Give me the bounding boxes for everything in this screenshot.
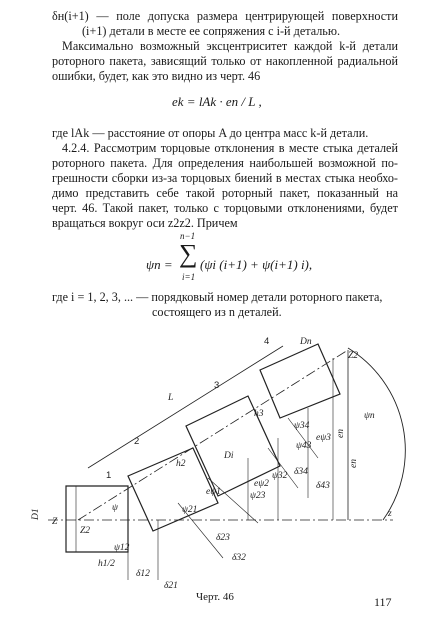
label-z: z	[388, 509, 392, 519]
text-line-9: грешности сборки из-за торцовых биений в местах стыка необхо-	[52, 171, 398, 185]
text-line-13: где i = 1, 2, 3, ... — порядковый номер детали роторного пакета,	[52, 290, 383, 304]
label-psi-n: ψn	[364, 411, 375, 421]
part-1-label: 1	[106, 470, 112, 481]
figure-caption: Черт. 46	[196, 591, 234, 603]
label-z2: Z2	[348, 351, 359, 361]
label-psi34: ψ34	[294, 421, 310, 431]
label-delta34: δ34	[294, 467, 308, 477]
label-h3: h3	[254, 409, 264, 419]
formula-sum-sign: ∑	[179, 239, 198, 268]
formula-psi-rhs: (ψi (i+1) + ψ(i+1) i),	[200, 257, 313, 272]
text-line-14: состоящего из n деталей.	[152, 305, 282, 319]
formula-sum-bottom: i=1	[182, 272, 196, 282]
label-D1: D1	[31, 508, 41, 520]
text-line-7: 4.2.4. Рассмотрим торцовые отклонения в месте стыка деталей	[62, 141, 398, 155]
label-psi: ψ	[112, 503, 118, 513]
label-psi32: ψ32	[272, 471, 288, 481]
text-line-5: ошибки, будет, как это видно из черт. 46	[52, 69, 261, 83]
text-line-8: роторного пакета. Для определения наибольшей возможной по-	[52, 156, 398, 170]
text-line-11: черт. 46. Такой пакет, только с торцовыми отклонениями, будет	[52, 201, 398, 215]
formula-eccentricity: ek = lAk · en / L ,	[172, 94, 262, 109]
label-e-psi2: eψ2	[254, 479, 269, 489]
label-psi12: ψ12	[114, 543, 130, 553]
page-number: 117	[374, 595, 392, 609]
label-z2-left: Z2	[80, 526, 91, 536]
label-psi43: ψ43	[296, 441, 312, 451]
text-line-12: вращаться вокруг оси z2z2. Причем	[52, 216, 238, 230]
text-line-3: Максимально возможный эксцентриситет каждой k-й детали	[62, 39, 398, 53]
label-e-n: en	[349, 459, 359, 468]
label-L: L	[168, 393, 174, 403]
label-delta43: δ43	[316, 481, 330, 491]
label-delta32: δ32	[232, 553, 246, 563]
label-psi23: ψ23	[250, 491, 266, 501]
formula-psi-lhs: ψn =	[146, 257, 173, 272]
formula-sum-top: n−1	[180, 231, 196, 241]
label-delta12: δ12	[136, 569, 150, 579]
label-psi21: ψ21	[182, 505, 198, 515]
label-e-psi3: eψ3	[316, 433, 331, 443]
part-2-label: 2	[134, 436, 140, 447]
label-delta23: δ23	[216, 533, 230, 543]
label-h1: h1/2	[98, 559, 115, 569]
label-h2: h2	[176, 459, 186, 469]
label-e-n-dot: eп	[336, 429, 346, 438]
text-line-2: (i+1) детали в месте ее сопряжения с i-й деталью.	[82, 24, 341, 38]
rotor-pack-diagram	[18, 298, 418, 598]
part-4-body	[260, 344, 340, 418]
label-z-left: Z	[52, 517, 58, 527]
label-Dn: Dn	[300, 337, 312, 347]
part-3-label: 3	[214, 380, 220, 391]
label-e-psi1: eψ1	[206, 487, 221, 497]
text-line-1: δн(i+1) — поле допуска размера центрирующей поверхности	[52, 9, 398, 23]
label-Di: Di	[224, 451, 234, 461]
part-4-label: 4	[264, 336, 270, 347]
text-line-10: димо представить себе такой роторный пакет, показанный на	[52, 186, 398, 200]
text-line-6: где lAk — расстояние от опоры A до центра масс k-й детали.	[52, 126, 369, 140]
text-line-4: роторного пакета, зависящий только от накопленной радиальной	[52, 54, 398, 68]
label-delta21: δ21	[164, 581, 178, 591]
